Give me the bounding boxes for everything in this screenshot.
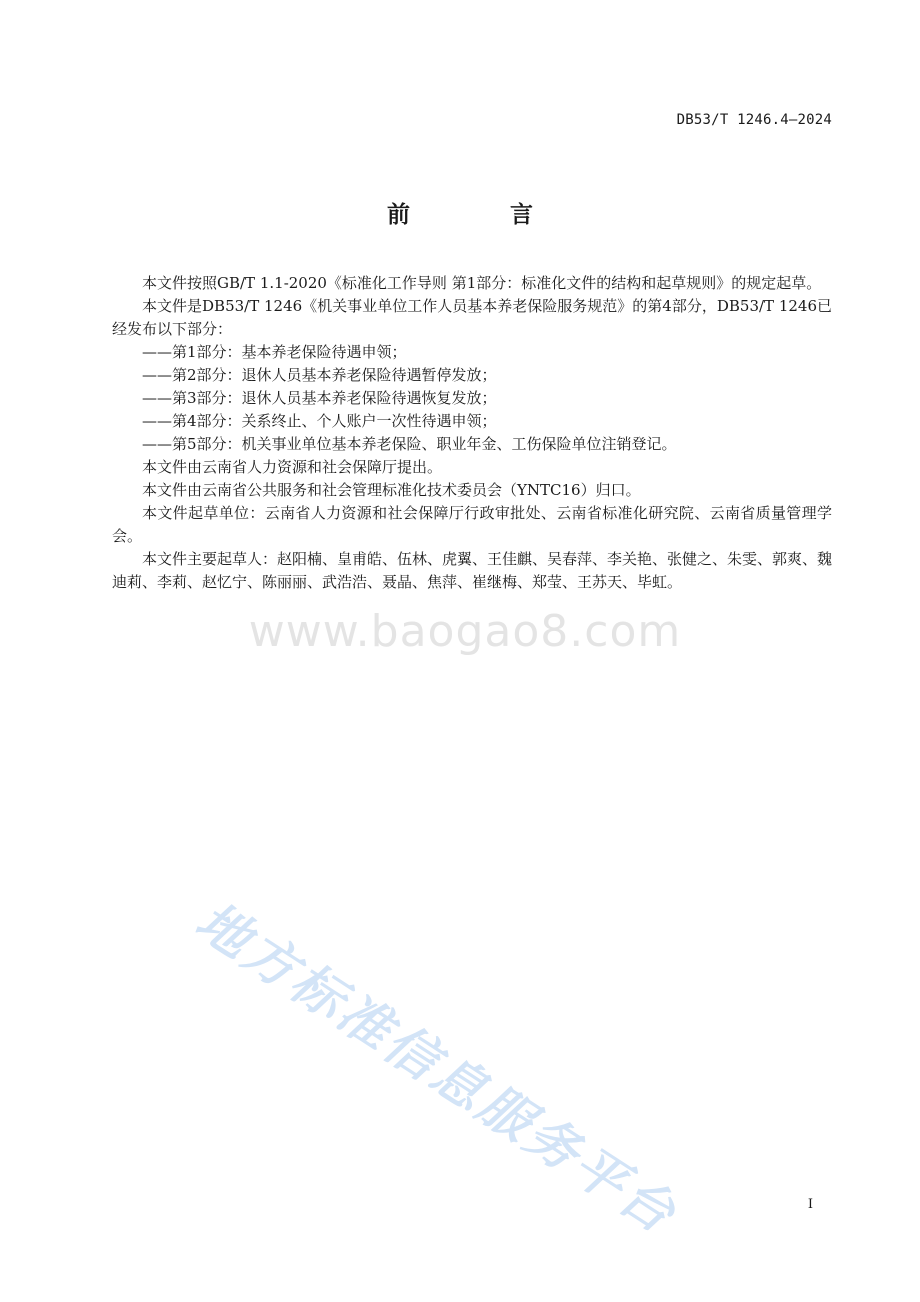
part-list-item: ——第2部分：退休人员基本养老保险待遇暂停发放；	[142, 366, 497, 384]
paragraph-drafters: 本文件主要起草人：赵阳楠、皇甫皓、伍林、虎翼、王佳麒、吴春萍、李关艳、张健之、朱雯、郭爽、魏迪莉、李莉、赵忆宁、陈丽丽、武浩浩、聂晶、焦萍、崔继梅、郑莹、王苏天、毕虹。	[112, 550, 833, 591]
foreword-body	[112, 272, 832, 594]
document-code: DB53/T 1246.4—2024	[676, 112, 832, 128]
paragraph-series-info: 本文件是DB53/T 1246《机关事业单位工作人员基本养老保险服务规范》的第4部分，DB53/T 1246已经发布以下部分：	[112, 297, 832, 338]
paragraph-drafting-units: 本文件起草单位：云南省人力资源和社会保障厅行政审批处、云南省标准化研究院、云南省质量管理学会。	[112, 504, 832, 545]
site-watermark: www.baogao8.com	[248, 606, 682, 657]
platform-watermark: 地方标准信息服务平台	[185, 890, 688, 1247]
paragraph-committee: 本文件由云南省公共服务和社会管理标准化技术委员会（YNTC16）归口。	[142, 481, 641, 499]
part-list-item: ——第4部分：关系终止、个人账户一次性待遇申领；	[142, 412, 497, 430]
page-number: I	[807, 1197, 813, 1212]
part-list-item: ——第3部分：退休人员基本养老保险待遇恢复发放；	[142, 389, 497, 407]
part-list-item: ——第5部分：机关事业单位基本养老保险、职业年金、工伤保险单位注销登记。	[142, 435, 677, 453]
paragraph-drafting-rules: 本文件按照GB/T 1.1-2020《标准化工作导则 第1部分：标准化文件的结构和起草规则》的规定起草。	[142, 274, 822, 292]
part-list-item: ——第1部分：基本养老保险待遇申领；	[142, 343, 407, 361]
paragraph-proposer: 本文件由云南省人力资源和社会保障厅提出。	[142, 458, 443, 476]
section-title: 前 言	[386, 202, 579, 228]
